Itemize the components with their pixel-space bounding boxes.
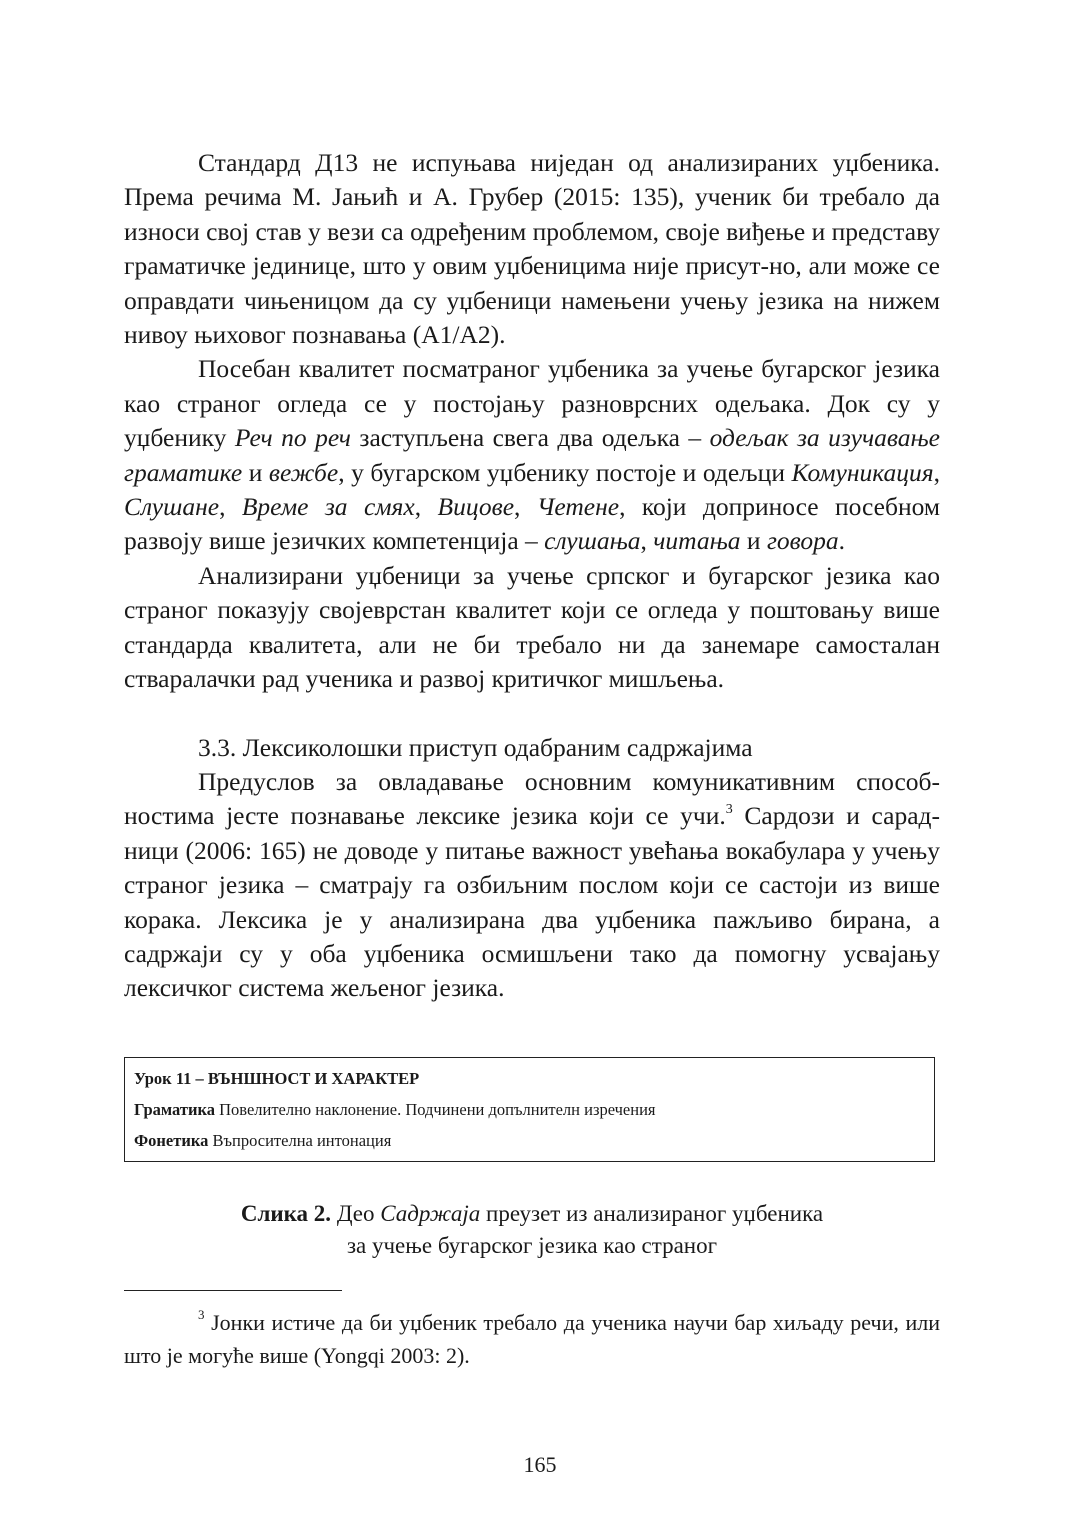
text-run: , xyxy=(933,457,940,487)
italic-run: Четене xyxy=(536,492,620,522)
footnote xyxy=(124,1306,940,1372)
text-run: , у бугарском уџбенику постоје и одељци xyxy=(338,457,792,487)
italic-run: читања xyxy=(653,526,741,556)
lesson-grammar-row xyxy=(134,1094,925,1125)
italic-run: Време за смях xyxy=(241,492,415,522)
section-heading: 3.3. Лексиколошки приступ одабраним садржајима xyxy=(198,732,753,762)
paragraph-conclusion: Анализирани уџбеници за учење српског и бугарског језика као страног показују својеврстан квалитет који се огледа у поштовању више стандарда квалитета, али не би требало ни да занемаре самосталан стваралачки рад ученика и развој критичког мишљења. xyxy=(124,560,940,694)
italic-run: слушања xyxy=(544,526,641,556)
footnote-text: Јонки истиче да би уџбеник требало да ученика научи бар хиљаду речи, или што је могуће више (Yongqi 2003: 2). xyxy=(124,1310,940,1368)
text-run: и xyxy=(242,457,269,487)
italic-run: вежбе xyxy=(268,457,339,487)
lesson-phonetics-row xyxy=(134,1125,925,1156)
text-run: , xyxy=(514,492,537,522)
caption-line-1 xyxy=(124,1198,940,1230)
footnote-divider xyxy=(124,1290,342,1291)
italic-run: Комуникация xyxy=(791,457,934,487)
phonetics-label: Фонетика xyxy=(134,1131,209,1150)
text-run: , xyxy=(219,492,242,522)
footnote-number: 3 xyxy=(198,1306,205,1322)
grammar-label: Граматика xyxy=(134,1100,215,1119)
text-run: , xyxy=(640,526,654,556)
lesson-contents-box xyxy=(124,1057,935,1162)
text-run: , који доприносе посебном развоју више језичких компетенција – xyxy=(124,492,940,556)
grammar-text: Повелително наклонение. Подчинени допълнителн изречения xyxy=(214,1100,656,1119)
italic-run: говора xyxy=(766,526,839,556)
text-run: Предуслов за овладавање основним комуникативним способ-ностима јесте познавање лексике језика који се учи. xyxy=(124,766,940,831)
caption-line-2: за учење бугарског језика као страног xyxy=(346,1233,718,1258)
paragraph-standard-d13: Стандард Д13 не испуњава ниједан од анализираних уџбеника. Према речима М. Јањић и А. Грубер (2015: 135), ученик би требало да износи свој став у вези са одређеним проблемом, своје виђење и представу граматичке јединице, што у овим уџбеницима није присут-но, али може се оправдати чињеницом да су уџбеници намењени учењу језика на нижем нивоу њиховог познавања (А1/А2). xyxy=(124,148,940,350)
footnote-reference[interactable]: 3 xyxy=(725,801,733,817)
footnote-paragraph xyxy=(124,1306,940,1372)
caption-label: Слика 2. xyxy=(240,1201,332,1226)
page-number: 165 xyxy=(523,1452,557,1477)
caption-text: преузет из анализираног уџбеника xyxy=(480,1201,824,1226)
text-run: и xyxy=(740,526,767,556)
italic-run: Слушане xyxy=(124,492,220,522)
lesson-title xyxy=(134,1063,925,1094)
lesson-title-text: Урок 11 – ВЪНШНОСТ И ХАРАКТЕР xyxy=(134,1069,420,1088)
text-run: заступљена свега два одељка – xyxy=(350,423,710,453)
text-run: . xyxy=(838,526,846,556)
body-text xyxy=(124,146,940,1006)
text-run: Посебан квалитет посматраног уџбеника за учење бугарског језика као страног огледа се у постојању разноврсних одељака. Док су у уџбенику xyxy=(124,354,940,453)
italic-run: Вицове xyxy=(437,492,515,522)
paragraph-lexicology xyxy=(124,765,940,1006)
paragraph-bulgarian-textbook xyxy=(124,352,940,558)
text-run: Сардози и сарад-ници (2006: 165) не доводе у питање важност увећања вокабулара у учењу страног језика – сматрају га озбиљним послом који се састоји из више корака. Лексика је у анализирана два уџбеника пажљиво бирана, а садржаји су у оба уџбеника осмишљени тако да помогну усвајању лексичког система жељеног језика. xyxy=(124,801,941,1003)
caption-italic: Садржаја xyxy=(380,1201,481,1226)
figure-caption xyxy=(124,1198,940,1262)
text-run: , xyxy=(414,492,438,522)
caption-text: Део xyxy=(331,1201,381,1226)
phonetics-text: Въпросителна интонация xyxy=(208,1131,392,1150)
italic-run: Реч по реч xyxy=(234,423,351,453)
italic-run: одељак за изучавање граматике xyxy=(124,423,940,487)
